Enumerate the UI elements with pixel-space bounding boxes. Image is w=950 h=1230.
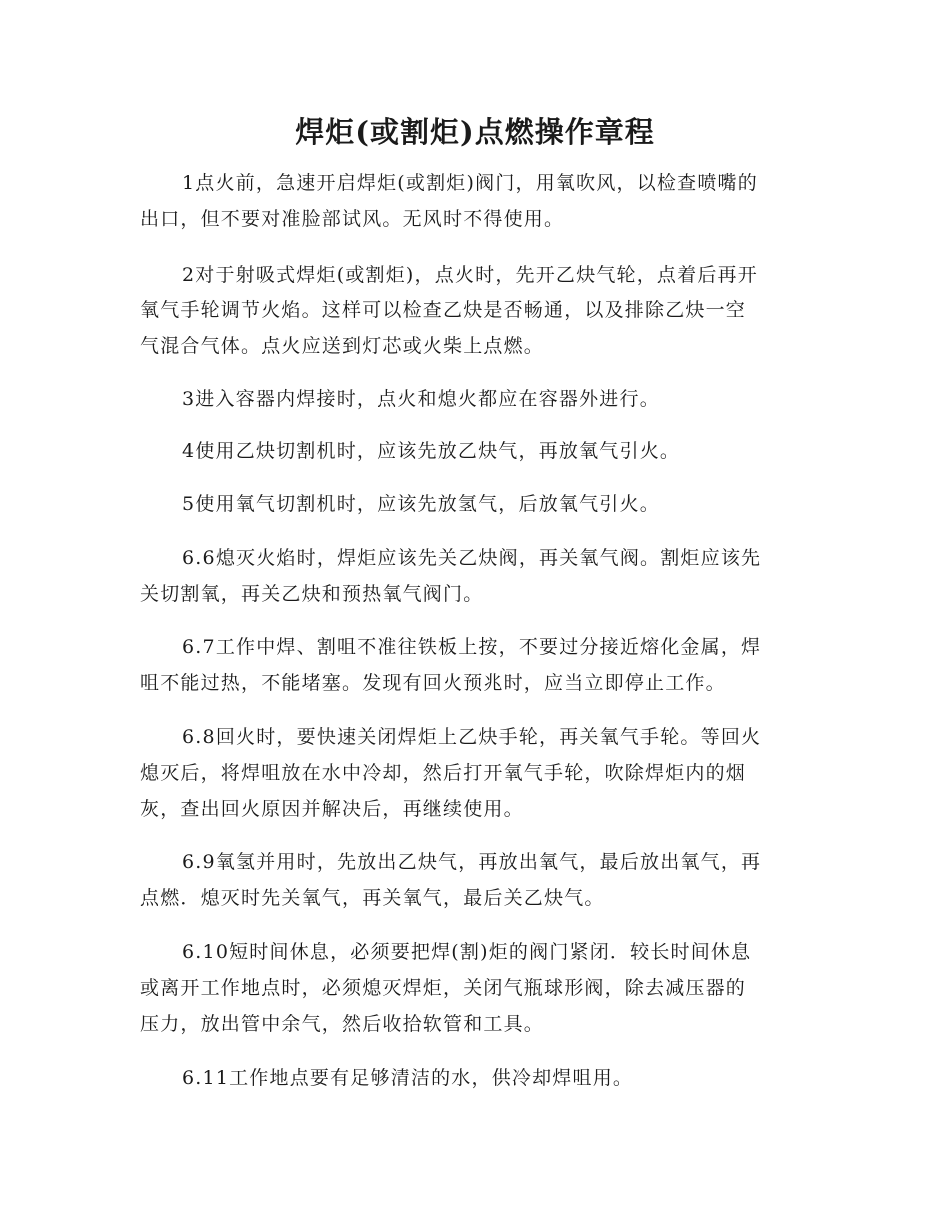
- paragraph-9-line-1: 6.9氧氢并用时，先放出乙炔气，再放出氧气，最后放出氧气，再: [182, 851, 762, 873]
- paragraph-3-line-1: 3进入容器内焊接时，点火和熄火都应在容器外进行。: [182, 388, 660, 410]
- paragraph-1-line-2: 出口，但不要对准脸部试风。无风时不得使用。: [140, 208, 565, 230]
- paragraph-7-line-1: 6.7工作中焊、割咀不准往铁板上按，不要过分接近熔化金属，焊: [182, 636, 762, 658]
- paragraph-10-line-2: 或离开工作地点时，必须熄灭焊炬，关闭气瓶球形阀，除去减压器的: [140, 977, 747, 999]
- paragraph-5-line-1: 5使用氧气切割机时，应该先放氢气，后放氧气引火。: [182, 493, 660, 515]
- paragraph-8-line-3: 灰，查出回火原因并解决后，再继续使用。: [140, 798, 524, 820]
- paragraph-10-line-1: 6.10短时间休息，必须要把焊(割)炬的阀门紧闭．较长时间休息: [182, 941, 752, 963]
- paragraph-2-line-1: 2对于射吸式焊炬(或割炬)，点火时，先开乙炔气轮，点着后再开: [182, 264, 758, 286]
- paragraph-8-line-1: 6.8回火时，要快速关闭焊炬上乙炔手轮，再关氧气手轮。等回火: [182, 726, 762, 748]
- paragraph-2-line-3: 气混合气体。点火应送到灯芯或火柴上点燃。: [140, 335, 545, 357]
- paragraph-9-line-2: 点燃．熄灭时先关氧气，再关氧气，最后关乙炔气。: [140, 887, 605, 909]
- paragraph-6-line-2: 关切割氧，再关乙炔和预热氧气阀门。: [140, 583, 484, 605]
- paragraph-6-line-1: 6.6熄灭火焰时，焊炬应该先关乙炔阀，再关氧气阀。割炬应该先: [182, 547, 762, 569]
- paragraph-1-line-1: 1点火前，急速开启焊炬(或割炬)阀门，用氧吹风，以检查喷嘴的: [182, 172, 758, 194]
- paragraph-2-line-2: 氧气手轮调节火焰。这样可以检查乙炔是否畅通，以及排除乙炔一空: [140, 299, 747, 321]
- paragraph-8-line-2: 熄灭后，将焊咀放在水中冷却，然后打开氧气手轮，吹除焊炬内的烟: [140, 762, 747, 784]
- paragraph-11-line-1: 6.11工作地点要有足够清洁的水，供冷却焊咀用。: [182, 1067, 634, 1089]
- paragraph-10-line-3: 压力，放出管中余气，然后收拾软管和工具。: [140, 1013, 545, 1035]
- document-title: 焊炬(或割炬)点燃操作章程: [295, 115, 655, 149]
- paragraph-4-line-1: 4使用乙炔切割机时，应该先放乙炔气，再放氧气引火。: [182, 440, 681, 462]
- paragraph-7-line-2: 咀不能过热，不能堵塞。发现有回火预兆时，应当立即停止工作。: [140, 672, 726, 694]
